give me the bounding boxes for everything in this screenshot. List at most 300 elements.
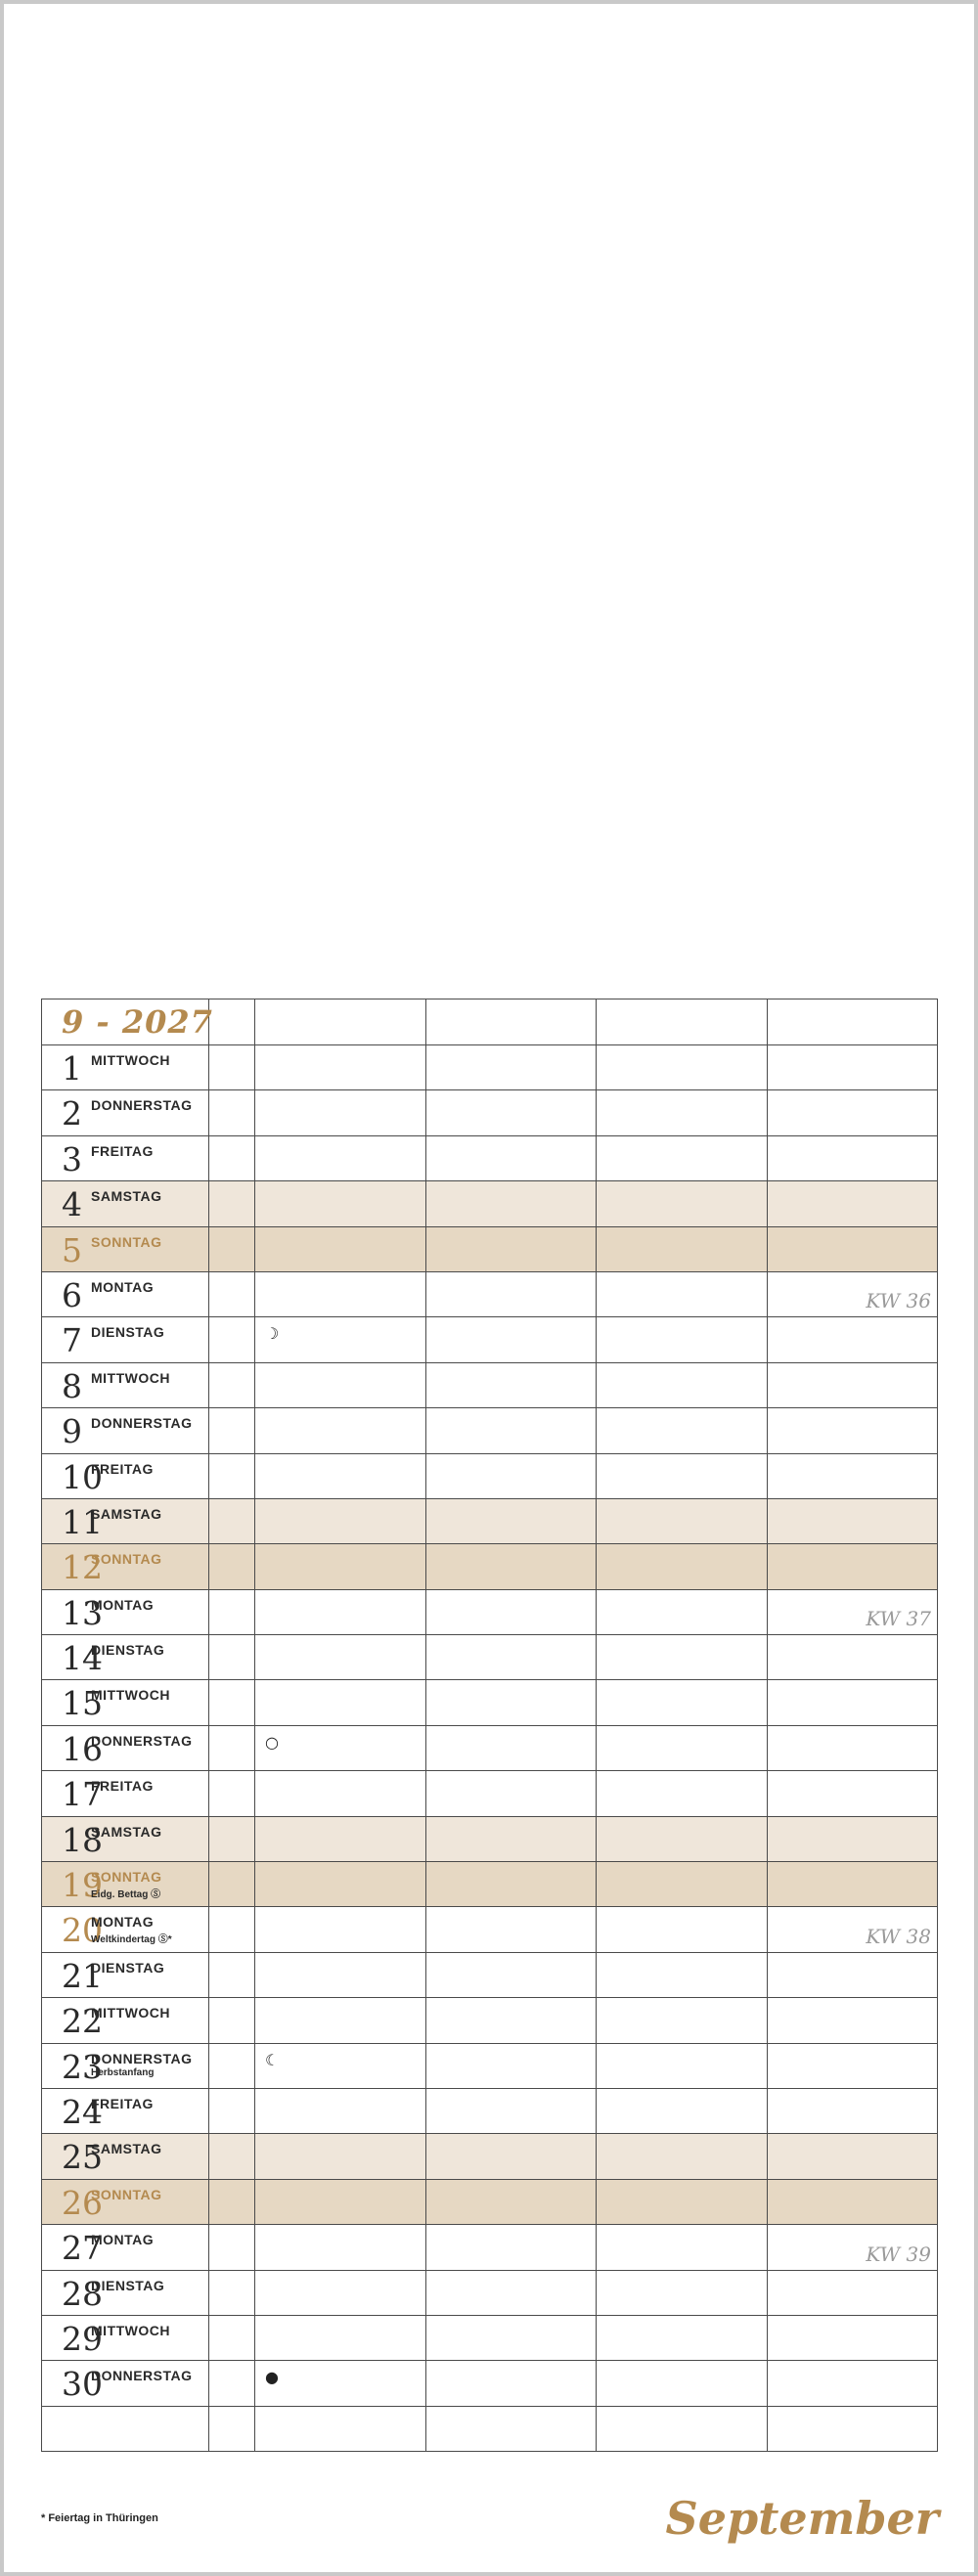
entry-cell[interactable] [425,1635,597,1680]
narrow-cell[interactable] [209,2270,255,2315]
entry-cell[interactable] [255,1498,426,1543]
day-row [42,1816,938,1861]
entry-cell[interactable] [767,1362,938,1407]
entry-cell[interactable] [597,2225,768,2270]
header-row [42,999,938,1045]
entry-cell[interactable] [767,2361,938,2406]
day-row [42,1998,938,2043]
day-row [42,2179,938,2224]
empty-cell [767,2406,938,2451]
entry-cell[interactable] [767,1589,938,1634]
day-name: MONTAG [91,1914,155,1931]
narrow-cell[interactable] [209,1952,255,1997]
header-cell [425,999,597,1045]
entry-cell[interactable] [597,1907,768,1952]
entry-cell[interactable] [425,1317,597,1362]
week-number: KW 39 [866,2242,931,2266]
entry-cell[interactable] [597,2361,768,2406]
entry-cell[interactable] [255,1408,426,1453]
entry-cell[interactable] [425,1816,597,1861]
narrow-cell[interactable] [209,1362,255,1407]
narrow-cell[interactable] [209,1725,255,1770]
day-label-cell [42,1181,209,1226]
entry-cell[interactable] [425,1362,597,1407]
day-row [42,1226,938,1271]
narrow-cell[interactable] [209,1181,255,1226]
day-number: 17 [62,1775,103,1814]
entry-cell[interactable] [767,2043,938,2088]
day-name: MONTAG [91,1278,155,1295]
narrow-cell[interactable] [209,2315,255,2360]
entry-cell[interactable] [255,1317,426,1362]
day-name: DONNERSTAG [91,2050,193,2066]
day-label-cell [42,1680,209,1725]
entry-cell[interactable] [767,1271,938,1316]
day-number: 8 [62,1366,82,1405]
entry-cell[interactable] [767,1408,938,1453]
day-row [42,2361,938,2406]
entry-cell[interactable] [767,1862,938,1907]
day-number: 13 [62,1593,103,1632]
day-name: DONNERSTAG [91,1732,193,1749]
day-row [42,1362,938,1407]
day-name: MONTAG [91,2232,155,2248]
day-label-cell [42,2043,209,2088]
day-row [42,1589,938,1634]
entry-cell[interactable] [597,2179,768,2224]
day-name: SONNTAG [91,1551,162,1568]
narrow-cell[interactable] [209,1816,255,1861]
week-number: KW 38 [866,1924,931,1948]
narrow-cell[interactable] [209,1135,255,1180]
entry-cell[interactable] [767,1680,938,1725]
day-number: 30 [62,2365,103,2404]
entry-cell[interactable] [597,1952,768,1997]
empty-cell [209,2406,255,2451]
day-row [42,1952,938,1997]
entry-cell[interactable] [597,1271,768,1316]
entry-cell[interactable] [425,1408,597,1453]
day-row [42,1045,938,1090]
entry-cell[interactable] [425,1952,597,1997]
entry-cell[interactable] [255,1271,426,1316]
empty-cell [425,2406,597,2451]
entry-cell[interactable] [767,2088,938,2133]
day-name: FREITAG [91,2095,154,2111]
day-row [42,1317,938,1362]
day-row [42,1544,938,1589]
day-label-cell [42,2088,209,2133]
day-row [42,1635,938,1680]
entry-cell[interactable] [425,1544,597,1589]
entry-cell[interactable] [425,2225,597,2270]
entry-cell[interactable] [255,1907,426,1952]
entry-cell[interactable] [767,1453,938,1498]
day-row [42,1680,938,1725]
day-number: 20 [62,1911,103,1950]
week-number: KW 36 [866,1289,931,1313]
day-number: 7 [62,1321,82,1360]
entry-cell[interactable] [425,1271,597,1316]
day-label-cell [42,1998,209,2043]
narrow-cell[interactable] [209,2225,255,2270]
day-number: 23 [62,2047,103,2086]
calendar-grid [41,999,938,2452]
narrow-cell[interactable] [209,1589,255,1634]
day-label-cell [42,1816,209,1861]
day-label-cell [42,1725,209,1770]
entry-cell[interactable] [255,1181,426,1226]
entry-cell[interactable] [767,1635,938,1680]
day-number: 24 [62,2092,103,2131]
entry-cell[interactable] [425,2270,597,2315]
entry-cell[interactable] [767,2315,938,2360]
day-number: 28 [62,2274,103,2313]
entry-cell[interactable] [255,2361,426,2406]
narrow-cell[interactable] [209,1498,255,1543]
entry-cell[interactable] [255,2088,426,2133]
entry-cell[interactable] [255,1635,426,1680]
day-name: DIENSTAG [91,2277,165,2293]
entry-cell[interactable] [255,1952,426,1997]
entry-cell[interactable] [597,2043,768,2088]
day-name: MITTWOCH [91,2005,170,2021]
entry-cell[interactable] [425,1453,597,1498]
day-number: 14 [62,1639,103,1678]
entry-cell[interactable] [767,1498,938,1543]
entry-cell[interactable] [597,1408,768,1453]
day-number: 4 [62,1185,82,1224]
day-number: 12 [62,1548,103,1587]
entry-cell[interactable] [425,1725,597,1770]
narrow-cell[interactable] [209,1635,255,1680]
narrow-cell[interactable] [209,2179,255,2224]
entry-cell[interactable] [425,1589,597,1634]
entry-cell[interactable] [767,1317,938,1362]
day-name: FREITAG [91,1460,154,1477]
moon-phase-icon: ☽ [265,1324,280,1344]
day-label-cell [42,2225,209,2270]
entry-cell[interactable] [255,2315,426,2360]
entry-cell[interactable] [767,1090,938,1135]
day-name: MITTWOCH [91,1369,170,1386]
entry-cell[interactable] [767,1725,938,1770]
day-label-cell [42,1045,209,1090]
entry-cell[interactable] [425,2134,597,2179]
day-row [42,1408,938,1453]
day-row [42,1725,938,1770]
entry-cell[interactable] [597,1816,768,1861]
day-name: SAMSTAG [91,1188,162,1205]
entry-cell[interactable] [597,1362,768,1407]
day-label-cell [42,1408,209,1453]
narrow-cell[interactable] [209,2088,255,2133]
entry-cell[interactable] [767,1226,938,1271]
narrow-cell[interactable] [209,1271,255,1316]
day-label-cell [42,2179,209,2224]
entry-cell[interactable] [425,2361,597,2406]
day-row [42,1862,938,1907]
week-number: KW 37 [866,1607,931,1631]
day-row [42,1090,938,1135]
entry-cell[interactable] [767,2270,938,2315]
day-name: DIENSTAG [91,1959,165,1976]
moon-phase-icon: ● [265,2368,279,2387]
entry-cell[interactable] [255,2043,426,2088]
day-name: DONNERSTAG [91,2368,193,2384]
narrow-cell[interactable] [209,1998,255,2043]
entry-cell[interactable] [255,1090,426,1135]
day-label-cell [42,2270,209,2315]
day-label-cell [42,1544,209,1589]
day-name: SONNTAG [91,2186,162,2202]
entry-cell[interactable] [425,2179,597,2224]
entry-cell[interactable] [767,1998,938,2043]
entry-cell[interactable] [425,1680,597,1725]
entry-cell[interactable] [425,1135,597,1180]
footnote: * Feiertag in Thüringen [41,2512,158,2524]
month-year-title: 9 - 2027 [62,1003,213,1041]
day-number: 11 [62,1502,103,1541]
day-label-cell [42,2361,209,2406]
moon-phase-icon: ○ [265,1732,279,1752]
entry-cell[interactable] [767,1952,938,1997]
day-label-cell [42,1952,209,1997]
entry-cell[interactable] [597,1680,768,1725]
day-name: DIENSTAG [91,1642,165,1659]
entry-cell[interactable] [597,1862,768,1907]
photo-area [4,4,974,992]
entry-cell[interactable] [597,1135,768,1180]
day-note: Herbstanfang [91,2066,155,2078]
day-label-cell [42,1862,209,1907]
entry-cell[interactable] [597,1725,768,1770]
entry-cell[interactable] [255,2225,426,2270]
narrow-cell[interactable] [209,1226,255,1271]
entry-cell[interactable] [425,1862,597,1907]
narrow-cell[interactable] [209,2361,255,2406]
narrow-cell[interactable] [209,1862,255,1907]
entry-cell[interactable] [425,1998,597,2043]
entry-cell[interactable] [425,1090,597,1135]
day-row [42,1907,938,1952]
day-row [42,2225,938,2270]
day-label-cell [42,1771,209,1816]
entry-cell[interactable] [597,1498,768,1543]
day-number: 1 [62,1049,82,1088]
day-name: FREITAG [91,1142,154,1159]
entry-cell[interactable] [255,2134,426,2179]
entry-cell[interactable] [425,1498,597,1543]
entry-cell[interactable] [767,1135,938,1180]
day-row [42,1135,938,1180]
day-label-cell [42,1589,209,1634]
entry-cell[interactable] [255,1816,426,1861]
day-row [42,1271,938,1316]
header-cell [209,999,255,1045]
entry-cell[interactable] [425,1771,597,1816]
day-number: 27 [62,2229,103,2268]
entry-cell[interactable] [597,1771,768,1816]
entry-cell[interactable] [767,1045,938,1090]
entry-cell[interactable] [425,2315,597,2360]
day-number: 16 [62,1729,103,1768]
entry-cell[interactable] [767,2179,938,2224]
entry-cell[interactable] [425,2043,597,2088]
entry-cell[interactable] [425,1181,597,1226]
entry-cell[interactable] [597,1998,768,2043]
day-number: 21 [62,1956,103,1995]
day-number: 2 [62,1094,82,1133]
day-row [42,1453,938,1498]
day-label-cell [42,1498,209,1543]
day-label-cell [42,1362,209,1407]
day-name: MITTWOCH [91,1687,170,1704]
narrow-cell[interactable] [209,2043,255,2088]
narrow-cell[interactable] [209,2134,255,2179]
entry-cell[interactable] [767,1816,938,1861]
day-number: 5 [62,1230,82,1269]
entry-cell[interactable] [597,2270,768,2315]
entry-cell[interactable] [255,1544,426,1589]
narrow-cell[interactable] [209,1680,255,1725]
day-label-cell [42,1453,209,1498]
entry-cell[interactable] [597,2134,768,2179]
entry-cell[interactable] [425,1045,597,1090]
entry-cell[interactable] [425,2088,597,2133]
entry-cell[interactable] [597,2088,768,2133]
day-name: SAMSTAG [91,1505,162,1522]
day-name: MITTWOCH [91,2322,170,2338]
entry-cell[interactable] [597,1453,768,1498]
day-label-cell [42,1907,209,1952]
entry-cell[interactable] [255,1725,426,1770]
entry-cell[interactable] [597,1226,768,1271]
narrow-cell[interactable] [209,1090,255,1135]
entry-cell[interactable] [767,2225,938,2270]
day-label-cell [42,1635,209,1680]
entry-cell[interactable] [255,1362,426,1407]
entry-cell[interactable] [597,1317,768,1362]
entry-cell[interactable] [597,1045,768,1090]
narrow-cell[interactable] [209,1408,255,1453]
day-number: 6 [62,1275,82,1314]
day-number: 25 [62,2138,103,2177]
entry-cell[interactable] [597,2315,768,2360]
header-cell [767,999,938,1045]
entry-cell[interactable] [255,1998,426,2043]
narrow-cell[interactable] [209,1771,255,1816]
day-number: 15 [62,1684,103,1723]
day-name: MONTAG [91,1596,155,1613]
day-row [42,2270,938,2315]
entry-cell[interactable] [425,1907,597,1952]
entry-cell[interactable] [255,1680,426,1725]
entry-cell[interactable] [767,1771,938,1816]
day-row [42,2088,938,2133]
day-number: 3 [62,1139,82,1178]
empty-cell [42,2406,209,2451]
entry-cell[interactable] [255,1862,426,1907]
day-row [42,2315,938,2360]
entry-cell[interactable] [425,1226,597,1271]
day-name: FREITAG [91,1778,154,1795]
entry-cell[interactable] [255,1589,426,1634]
entry-cell[interactable] [767,2134,938,2179]
day-note: Eidg. Bettag Ⓢ [91,1889,161,1901]
entry-cell[interactable] [767,1544,938,1589]
empty-cell [597,2406,768,2451]
day-name: DONNERSTAG [91,1097,193,1114]
day-number: 19 [62,1866,103,1905]
day-label-cell [42,2134,209,2179]
entry-cell[interactable] [767,1907,938,1952]
day-label-cell [42,1317,209,1362]
empty-cell [255,2406,426,2451]
day-number: 9 [62,1412,82,1451]
day-label-cell [42,1135,209,1180]
day-name: MITTWOCH [91,1052,170,1068]
entry-cell[interactable] [597,1589,768,1634]
entry-cell[interactable] [255,1045,426,1090]
day-row [42,1181,938,1226]
entry-cell[interactable] [767,1181,938,1226]
day-name: SAMSTAG [91,1823,162,1840]
day-row [42,2134,938,2179]
month-name: September [665,2492,939,2545]
day-name: DIENSTAG [91,1324,165,1341]
month-year-header [42,999,213,1045]
header-cell [255,999,426,1045]
narrow-cell[interactable] [209,1045,255,1090]
empty-row [42,2406,938,2451]
entry-cell[interactable] [597,1635,768,1680]
day-name: SONNTAG [91,1869,162,1886]
header-cell [597,999,768,1045]
day-number: 18 [62,1820,103,1859]
day-row [42,1771,938,1816]
day-number: 22 [62,2002,103,2041]
day-name: DONNERSTAG [91,1415,193,1432]
entry-cell[interactable] [597,1181,768,1226]
entry-cell[interactable] [255,2179,426,2224]
narrow-cell[interactable] [209,1544,255,1589]
narrow-cell[interactable] [209,1317,255,1362]
entry-cell[interactable] [255,1453,426,1498]
day-label-cell [42,1090,209,1135]
narrow-cell[interactable] [209,1907,255,1952]
day-name: SONNTAG [91,1233,162,1250]
day-number: 29 [62,2319,103,2358]
day-name: SAMSTAG [91,2141,162,2157]
day-label-cell [42,2315,209,2360]
entry-cell[interactable] [597,1544,768,1589]
entry-cell[interactable] [255,1771,426,1816]
day-note: Weltkindertag Ⓢ* [91,1934,172,1946]
day-label-cell [42,1226,209,1271]
entry-cell[interactable] [255,1135,426,1180]
day-row [42,2043,938,2088]
day-label-cell [42,1271,209,1316]
narrow-cell[interactable] [209,1453,255,1498]
day-number: 10 [62,1457,103,1496]
entry-cell[interactable] [255,2270,426,2315]
day-row [42,1498,938,1543]
moon-phase-icon: ☾ [265,2050,280,2069]
day-number: 26 [62,2183,103,2222]
entry-cell[interactable] [255,1226,426,1271]
entry-cell[interactable] [597,1090,768,1135]
